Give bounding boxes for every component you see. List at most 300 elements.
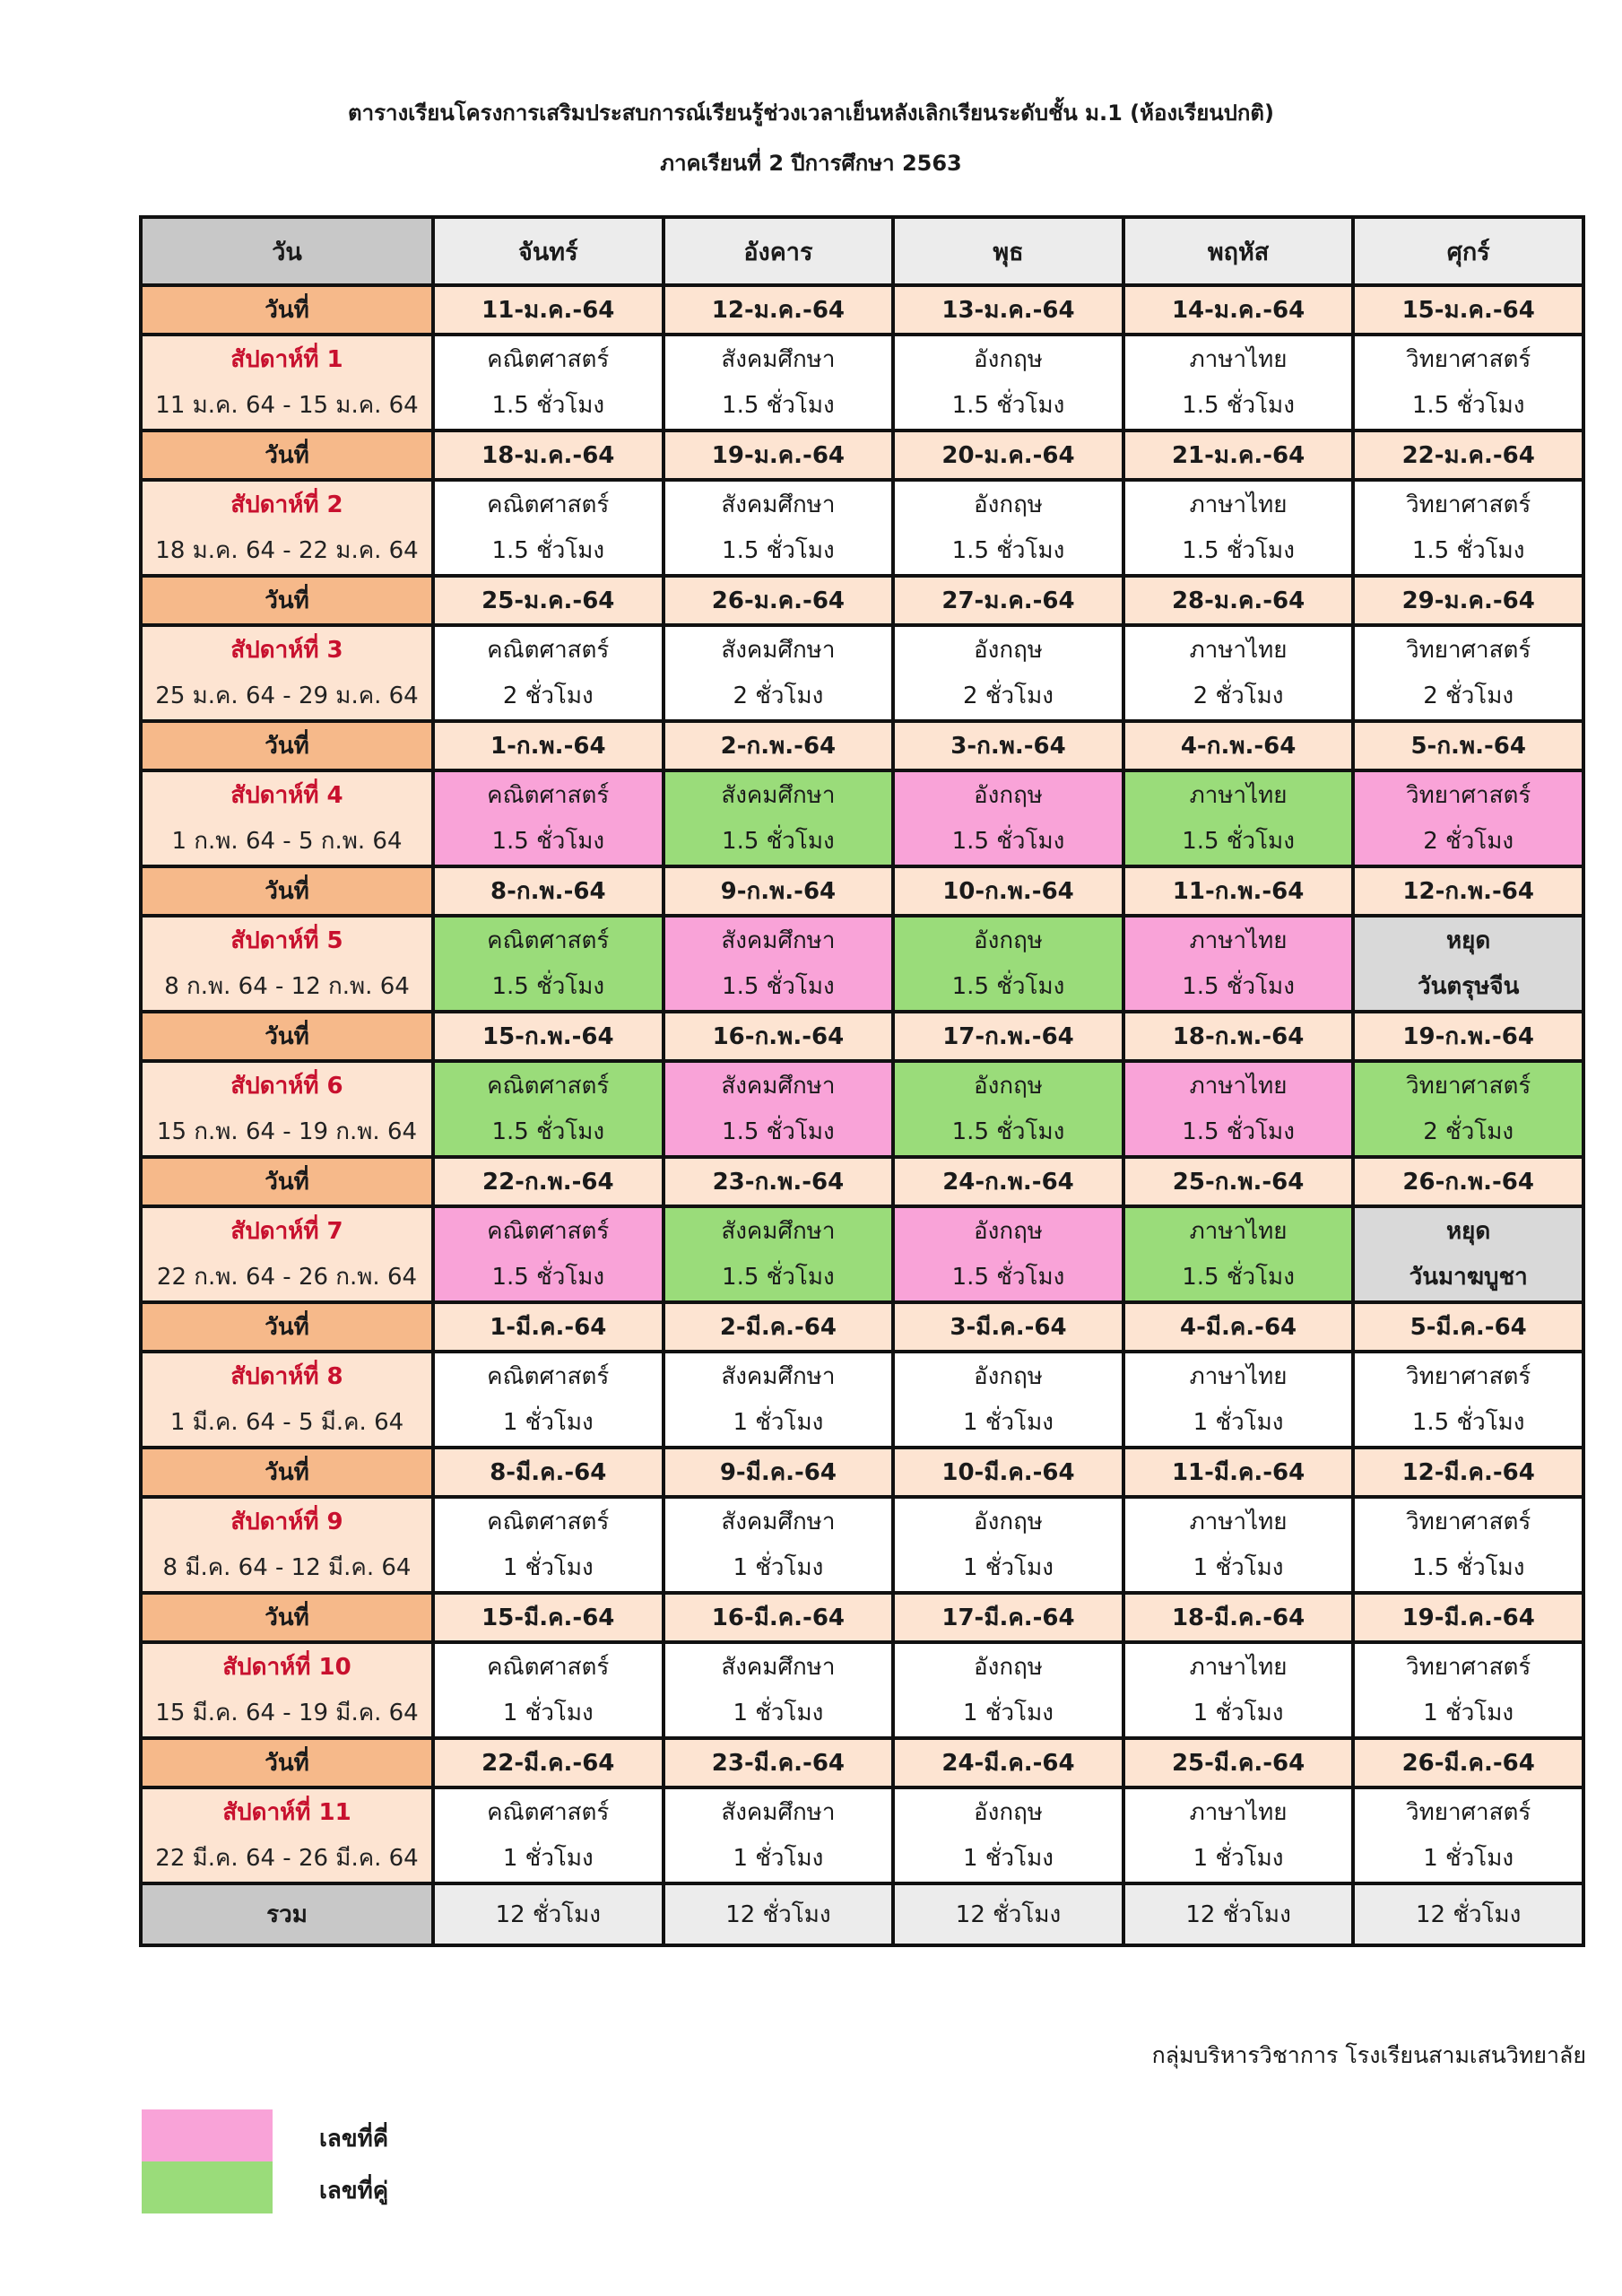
subject-cell	[1123, 1642, 1354, 1738]
date-row	[141, 866, 1583, 916]
subject-name: สังคมศึกษา	[721, 345, 836, 373]
subject-cell	[433, 1206, 664, 1302]
date-cell: 14-ม.ค.-64	[1123, 285, 1354, 335]
subject-cell	[893, 625, 1123, 721]
subject-hours: 1.5 ชั่วโมง	[491, 391, 605, 419]
week-label: สัปดาห์ที่ 11	[222, 1798, 351, 1826]
subject-name: อังกฤษ	[974, 1508, 1043, 1535]
subject-hours: 2 ชั่วโมง	[1193, 682, 1284, 709]
date-cell: 26-มี.ค.-64	[1353, 1738, 1583, 1787]
subject-cell	[1123, 1787, 1354, 1883]
date-cell: 25-ก.พ.-64	[1123, 1157, 1354, 1206]
subject-hours: 2 ชั่วโมง	[963, 682, 1054, 709]
subject-hours: 1 ชั่วโมง	[1423, 1699, 1514, 1726]
date-cell: 4-ก.พ.-64	[1123, 721, 1354, 770]
legend-swatch-even	[142, 2161, 273, 2213]
subject-name: อังกฤษ	[974, 781, 1043, 809]
subject-cell	[1123, 1497, 1354, 1593]
date-cell: 15-ม.ค.-64	[1353, 285, 1583, 335]
header-day: จันทร์	[433, 217, 664, 285]
date-label: วันที่	[141, 576, 433, 625]
subject-cell	[1353, 1497, 1583, 1593]
week-range: 22 ก.พ. 64 - 26 ก.พ. 64	[156, 1263, 418, 1291]
subject-name: อังกฤษ	[974, 636, 1043, 664]
date-cell: 3-ก.พ.-64	[893, 721, 1123, 770]
subject-name: วิทยาศาสตร์	[1405, 1508, 1531, 1535]
week-label-cell	[141, 1352, 433, 1448]
subject-name: ภาษาไทย	[1189, 1362, 1288, 1390]
subject-name: คณิตศาสตร์	[487, 781, 610, 809]
page-subtitle: ภาคเรียนที่ 2 ปีการศึกษา 2563	[660, 151, 962, 176]
subject-name: คณิตศาสตร์	[487, 636, 610, 664]
subject-name: คณิตศาสตร์	[487, 491, 610, 518]
date-row	[141, 721, 1583, 770]
subject-hours: 1 ชั่วโมง	[502, 1553, 594, 1581]
week-row	[141, 1352, 1583, 1448]
subject-hours: 2 ชั่วโมง	[502, 682, 594, 709]
subject-name: สังคมศึกษา	[721, 1653, 836, 1681]
subject-cell	[1123, 1206, 1354, 1302]
date-row	[141, 430, 1583, 480]
subject-cell	[893, 480, 1123, 576]
subject-hours: 1.5 ชั่วโมง	[1182, 1118, 1295, 1145]
date-cell: 25-ม.ค.-64	[433, 576, 664, 625]
subject-name: อังกฤษ	[974, 491, 1043, 518]
subject-cell	[893, 1061, 1123, 1157]
subject-cell	[893, 916, 1123, 1012]
date-cell: 25-มี.ค.-64	[1123, 1738, 1354, 1787]
footer-department: กลุ่มบริหารวิชาการ โรงเรียนสามเสนวิทยาลัย	[1151, 2042, 1586, 2068]
subject-hours: 1 ชั่วโมง	[963, 1408, 1054, 1436]
week-label: สัปดาห์ที่ 9	[230, 1508, 343, 1535]
date-cell: 26-ม.ค.-64	[664, 576, 894, 625]
subject-hours: 1.5 ชั่วโมง	[1182, 391, 1295, 419]
week-range: 8 ก.พ. 64 - 12 ก.พ. 64	[164, 972, 410, 1000]
subject-cell	[433, 1352, 664, 1448]
subject-name: ภาษาไทย	[1189, 1798, 1288, 1826]
subject-name: คณิตศาสตร์	[487, 926, 610, 954]
subject-hours: 1 ชั่วโมง	[502, 1408, 594, 1436]
schedule-table	[139, 215, 1585, 1947]
subject-hours: 1 ชั่วโมง	[1193, 1844, 1284, 1872]
holiday-cell	[1353, 916, 1583, 1012]
subject-cell	[664, 1061, 894, 1157]
subject-name: สังคมศึกษา	[721, 491, 836, 518]
date-cell: 15-ก.พ.-64	[433, 1012, 664, 1061]
subject-cell	[433, 770, 664, 866]
date-cell: 13-ม.ค.-64	[893, 285, 1123, 335]
subject-cell	[664, 1206, 894, 1302]
week-row	[141, 480, 1583, 576]
week-row	[141, 916, 1583, 1012]
subject-name: หยุด	[1446, 926, 1491, 954]
subject-hours: 1 ชั่วโมง	[1193, 1553, 1284, 1581]
week-label: สัปดาห์ที่ 2	[230, 491, 343, 518]
week-row	[141, 1061, 1583, 1157]
subject-name: สังคมศึกษา	[721, 781, 836, 809]
total-row	[141, 1883, 1583, 1945]
subject-cell	[1123, 916, 1354, 1012]
subject-cell	[664, 335, 894, 430]
subject-name: วิทยาศาสตร์	[1405, 345, 1531, 373]
subject-hours: 1.5 ชั่วโมง	[491, 972, 605, 1000]
date-cell: 23-มี.ค.-64	[664, 1738, 894, 1787]
header-day: พุธ	[893, 217, 1123, 285]
subject-name: ภาษาไทย	[1189, 1072, 1288, 1100]
subject-name: วิทยาศาสตร์	[1405, 1798, 1531, 1826]
subject-cell	[893, 1206, 1123, 1302]
date-cell: 2-ก.พ.-64	[664, 721, 894, 770]
subject-hours: 1.5 ชั่วโมง	[1411, 1553, 1525, 1581]
schedule-body	[141, 217, 1583, 1945]
date-row	[141, 1448, 1583, 1497]
week-row	[141, 1497, 1583, 1593]
date-cell: 18-ม.ค.-64	[433, 430, 664, 480]
date-cell: 18-ก.พ.-64	[1123, 1012, 1354, 1061]
date-row	[141, 1157, 1583, 1206]
subject-cell	[893, 770, 1123, 866]
week-label-cell	[141, 1206, 433, 1302]
subject-hours: 1.5 ชั่วโมง	[951, 391, 1065, 419]
week-label: สัปดาห์ที่ 1	[230, 345, 343, 373]
week-row	[141, 1642, 1583, 1738]
page-title: ตารางเรียนโครงการเสริมประสบการณ์เรียนรู้ช่วงเวลาเย็นหลังเลิกเรียนระดับชั้น ม.1 (ห้องเรียนปกติ)	[348, 100, 1274, 126]
total-cell: 12 ชั่วโมง	[1123, 1883, 1354, 1945]
subject-cell	[1123, 1352, 1354, 1448]
week-label: สัปดาห์ที่ 3	[230, 636, 343, 664]
week-label: สัปดาห์ที่ 5	[230, 926, 343, 954]
date-cell: 2-มี.ค.-64	[664, 1302, 894, 1352]
week-label-cell	[141, 480, 433, 576]
subject-cell	[1353, 625, 1583, 721]
date-cell: 24-มี.ค.-64	[893, 1738, 1123, 1787]
subject-hours: 1 ชั่วโมง	[963, 1699, 1054, 1726]
date-cell: 12-ม.ค.-64	[664, 285, 894, 335]
subject-cell	[1353, 1642, 1583, 1738]
subject-cell	[664, 770, 894, 866]
date-cell: 24-ก.พ.-64	[893, 1157, 1123, 1206]
subject-hours: 1.5 ชั่วโมง	[1182, 536, 1295, 564]
subject-hours: 1.5 ชั่วโมง	[722, 827, 835, 855]
date-cell: 10-ก.พ.-64	[893, 866, 1123, 916]
subject-hours: 1.5 ชั่วโมง	[1411, 1408, 1525, 1436]
date-cell: 5-ก.พ.-64	[1353, 721, 1583, 770]
week-range: 1 ก.พ. 64 - 5 ก.พ. 64	[171, 827, 403, 855]
subject-cell	[893, 1352, 1123, 1448]
subject-hours: 1 ชั่วโมง	[963, 1553, 1054, 1581]
date-cell: 18-มี.ค.-64	[1123, 1593, 1354, 1642]
date-cell: 16-ก.พ.-64	[664, 1012, 894, 1061]
subject-hours: 1.5 ชั่วโมง	[1182, 1263, 1295, 1291]
week-range: 15 ก.พ. 64 - 19 ก.พ. 64	[156, 1118, 418, 1145]
week-row	[141, 1206, 1583, 1302]
date-cell: 21-ม.ค.-64	[1123, 430, 1354, 480]
week-label-cell	[141, 916, 433, 1012]
week-label-cell	[141, 770, 433, 866]
date-cell: 19-ก.พ.-64	[1353, 1012, 1583, 1061]
subject-cell	[664, 1352, 894, 1448]
date-label: วันที่	[141, 1448, 433, 1497]
date-label: วันที่	[141, 721, 433, 770]
week-range: 1 มี.ค. 64 - 5 มี.ค. 64	[169, 1408, 404, 1436]
subject-cell	[893, 335, 1123, 430]
subject-name: สังคมศึกษา	[721, 636, 836, 664]
date-cell: 22-มี.ค.-64	[433, 1738, 664, 1787]
subject-hours: วันมาฆบูชา	[1409, 1263, 1528, 1291]
date-cell: 3-มี.ค.-64	[893, 1302, 1123, 1352]
subject-hours: 1.5 ชั่วโมง	[722, 391, 835, 419]
subject-name: สังคมศึกษา	[721, 1508, 836, 1535]
week-label-cell	[141, 335, 433, 430]
subject-hours: 1.5 ชั่วโมง	[722, 536, 835, 564]
date-cell: 22-ก.พ.-64	[433, 1157, 664, 1206]
subject-hours: 1 ชั่วโมง	[733, 1699, 824, 1726]
subject-hours: 1 ชั่วโมง	[733, 1408, 824, 1436]
date-cell: 11-ก.พ.-64	[1123, 866, 1354, 916]
legend-label-even: เลขที่คู่	[319, 2178, 389, 2205]
subject-name: ภาษาไทย	[1189, 1508, 1288, 1535]
subject-cell	[1353, 770, 1583, 866]
subject-name: ภาษาไทย	[1189, 345, 1288, 373]
week-range: 15 มี.ค. 64 - 19 มี.ค. 64	[155, 1699, 419, 1726]
subject-hours: 1 ชั่วโมง	[1193, 1408, 1284, 1436]
subject-cell	[433, 480, 664, 576]
date-cell: 26-ก.พ.-64	[1353, 1157, 1583, 1206]
subject-hours: 1.5 ชั่วโมง	[1411, 536, 1525, 564]
subject-name: หยุด	[1446, 1217, 1491, 1245]
subject-hours: 1 ชั่วโมง	[502, 1699, 594, 1726]
total-cell: 12 ชั่วโมง	[664, 1883, 894, 1945]
subject-name: วิทยาศาสตร์	[1405, 1653, 1531, 1681]
subject-hours: 1.5 ชั่วโมง	[722, 1263, 835, 1291]
subject-hours: 1.5 ชั่วโมง	[491, 536, 605, 564]
subject-hours: 1.5 ชั่วโมง	[491, 827, 605, 855]
date-cell: 4-มี.ค.-64	[1123, 1302, 1354, 1352]
subject-name: อังกฤษ	[974, 1217, 1043, 1245]
subject-cell	[1353, 1352, 1583, 1448]
date-cell: 20-ม.ค.-64	[893, 430, 1123, 480]
week-row	[141, 335, 1583, 430]
subject-name: ภาษาไทย	[1189, 636, 1288, 664]
date-cell: 16-มี.ค.-64	[664, 1593, 894, 1642]
subject-hours: 1.5 ชั่วโมง	[951, 827, 1065, 855]
week-row	[141, 770, 1583, 866]
legend-swatch-odd	[142, 2109, 273, 2161]
subject-cell	[1123, 480, 1354, 576]
date-cell: 22-ม.ค.-64	[1353, 430, 1583, 480]
week-row	[141, 625, 1583, 721]
date-row	[141, 1738, 1583, 1787]
subject-name: สังคมศึกษา	[721, 1217, 836, 1245]
date-cell: 10-มี.ค.-64	[893, 1448, 1123, 1497]
subject-hours: 1 ชั่วโมง	[963, 1844, 1054, 1872]
date-label: วันที่	[141, 866, 433, 916]
date-label: วันที่	[141, 1738, 433, 1787]
date-label: วันที่	[141, 1157, 433, 1206]
subject-cell	[1123, 625, 1354, 721]
date-label: วันที่	[141, 430, 433, 480]
week-label-cell	[141, 1497, 433, 1593]
total-cell: 12 ชั่วโมง	[433, 1883, 664, 1945]
date-cell: 5-มี.ค.-64	[1353, 1302, 1583, 1352]
week-label-cell	[141, 1642, 433, 1738]
week-range: 18 ม.ค. 64 - 22 ม.ค. 64	[155, 536, 419, 564]
subject-hours: 1.5 ชั่วโมง	[1182, 827, 1295, 855]
date-label: วันที่	[141, 285, 433, 335]
subject-hours: 2 ชั่วโมง	[1423, 1118, 1514, 1145]
subject-cell	[433, 1061, 664, 1157]
subject-hours: 1.5 ชั่วโมง	[491, 1263, 605, 1291]
subject-name: วิทยาศาสตร์	[1405, 1362, 1531, 1390]
date-cell: 1-ก.พ.-64	[433, 721, 664, 770]
total-label: รวม	[141, 1883, 433, 1945]
header-corner: วัน	[141, 217, 433, 285]
date-cell: 19-ม.ค.-64	[664, 430, 894, 480]
week-range: 22 มี.ค. 64 - 26 มี.ค. 64	[155, 1844, 419, 1872]
subject-name: คณิตศาสตร์	[487, 345, 610, 373]
date-cell: 12-มี.ค.-64	[1353, 1448, 1583, 1497]
date-cell: 17-ก.พ.-64	[893, 1012, 1123, 1061]
subject-cell	[664, 1497, 894, 1593]
subject-hours: 1.5 ชั่วโมง	[722, 972, 835, 1000]
subject-hours: 1.5 ชั่วโมง	[1411, 391, 1525, 419]
date-cell: 1-มี.ค.-64	[433, 1302, 664, 1352]
date-cell: 17-มี.ค.-64	[893, 1593, 1123, 1642]
subject-cell	[1123, 1061, 1354, 1157]
subject-name: อังกฤษ	[974, 1362, 1043, 1390]
subject-cell	[664, 1787, 894, 1883]
subject-hours: 1.5 ชั่วโมง	[951, 972, 1065, 1000]
subject-name: คณิตศาสตร์	[487, 1653, 610, 1681]
date-cell: 23-ก.พ.-64	[664, 1157, 894, 1206]
subject-hours: 1 ชั่วโมง	[502, 1844, 594, 1872]
date-row	[141, 576, 1583, 625]
week-range: 8 มี.ค. 64 - 12 มี.ค. 64	[162, 1553, 412, 1581]
date-cell: 28-ม.ค.-64	[1123, 576, 1354, 625]
subject-name: อังกฤษ	[974, 926, 1043, 954]
subject-hours: 1.5 ชั่วโมง	[491, 1118, 605, 1145]
subject-cell	[893, 1497, 1123, 1593]
subject-name: สังคมศึกษา	[721, 1362, 836, 1390]
week-label: สัปดาห์ที่ 6	[230, 1072, 343, 1100]
subject-hours: 1 ชั่วโมง	[733, 1844, 824, 1872]
date-cell: 8-ก.พ.-64	[433, 866, 664, 916]
week-range: 11 ม.ค. 64 - 15 ม.ค. 64	[155, 391, 419, 419]
subject-hours: 2 ชั่วโมง	[1423, 827, 1514, 855]
date-cell: 19-มี.ค.-64	[1353, 1593, 1583, 1642]
date-cell: 9-ก.พ.-64	[664, 866, 894, 916]
subject-hours: 1.5 ชั่วโมง	[951, 1263, 1065, 1291]
subject-hours: 1.5 ชั่วโมง	[722, 1118, 835, 1145]
subject-name: อังกฤษ	[974, 1653, 1043, 1681]
subject-cell	[433, 335, 664, 430]
date-label: วันที่	[141, 1012, 433, 1061]
subject-cell	[1353, 1061, 1583, 1157]
subject-cell	[1123, 335, 1354, 430]
subject-name: คณิตศาสตร์	[487, 1217, 610, 1245]
subject-name: อังกฤษ	[974, 345, 1043, 373]
week-label: สัปดาห์ที่ 4	[230, 781, 343, 809]
date-cell: 15-มี.ค.-64	[433, 1593, 664, 1642]
subject-cell	[1123, 770, 1354, 866]
subject-name: คณิตศาสตร์	[487, 1508, 610, 1535]
date-cell: 29-ม.ค.-64	[1353, 576, 1583, 625]
subject-hours: 1 ชั่วโมง	[1193, 1699, 1284, 1726]
date-cell: 12-ก.พ.-64	[1353, 866, 1583, 916]
subject-cell	[433, 1642, 664, 1738]
subject-name: คณิตศาสตร์	[487, 1072, 610, 1100]
week-label: สัปดาห์ที่ 10	[222, 1653, 351, 1681]
subject-name: อังกฤษ	[974, 1072, 1043, 1100]
subject-cell	[433, 916, 664, 1012]
header-day: อังคาร	[664, 217, 894, 285]
week-label-cell	[141, 1061, 433, 1157]
week-range: 25 ม.ค. 64 - 29 ม.ค. 64	[155, 682, 419, 709]
holiday-cell	[1353, 1206, 1583, 1302]
subject-cell	[664, 916, 894, 1012]
date-label: วันที่	[141, 1593, 433, 1642]
subject-name: สังคมศึกษา	[721, 1072, 836, 1100]
subject-cell	[1353, 335, 1583, 430]
subject-cell	[893, 1642, 1123, 1738]
header-day: พฤหัส	[1123, 217, 1354, 285]
subject-cell	[433, 1497, 664, 1593]
date-row	[141, 1302, 1583, 1352]
subject-cell	[893, 1787, 1123, 1883]
subject-hours: 2 ชั่วโมง	[733, 682, 824, 709]
subject-cell	[664, 480, 894, 576]
subject-name: คณิตศาสตร์	[487, 1798, 610, 1826]
total-cell: 12 ชั่วโมง	[1353, 1883, 1583, 1945]
subject-hours: 2 ชั่วโมง	[1423, 682, 1514, 709]
date-cell: 11-ม.ค.-64	[433, 285, 664, 335]
subject-cell	[664, 1642, 894, 1738]
date-cell: 8-มี.ค.-64	[433, 1448, 664, 1497]
legend-label-odd: เลขที่คี่	[319, 2126, 389, 2152]
subject-cell	[664, 625, 894, 721]
date-row	[141, 285, 1583, 335]
subject-name: วิทยาศาสตร์	[1405, 1072, 1531, 1100]
subject-name: ภาษาไทย	[1189, 1217, 1288, 1245]
subject-hours: 1.5 ชั่วโมง	[951, 1118, 1065, 1145]
subject-hours: 1.5 ชั่วโมง	[1182, 972, 1295, 1000]
header-row	[141, 217, 1583, 285]
subject-name: ภาษาไทย	[1189, 781, 1288, 809]
subject-hours: 1 ชั่วโมง	[1423, 1844, 1514, 1872]
subject-name: สังคมศึกษา	[721, 1798, 836, 1826]
subject-cell	[1353, 1787, 1583, 1883]
subject-name: วิทยาศาสตร์	[1405, 636, 1531, 664]
week-label-cell	[141, 1787, 433, 1883]
subject-hours: 1.5 ชั่วโมง	[951, 536, 1065, 564]
subject-cell	[433, 1787, 664, 1883]
subject-name: วิทยาศาสตร์	[1405, 781, 1531, 809]
subject-name: ภาษาไทย	[1189, 491, 1288, 518]
subject-hours: วันตรุษจีน	[1418, 972, 1520, 1000]
subject-hours: 1 ชั่วโมง	[733, 1553, 824, 1581]
date-cell: 27-ม.ค.-64	[893, 576, 1123, 625]
week-label: สัปดาห์ที่ 7	[230, 1217, 343, 1245]
date-label: วันที่	[141, 1302, 433, 1352]
subject-name: สังคมศึกษา	[721, 926, 836, 954]
date-row	[141, 1012, 1583, 1061]
subject-name: คณิตศาสตร์	[487, 1362, 610, 1390]
week-label-cell	[141, 625, 433, 721]
week-label: สัปดาห์ที่ 8	[230, 1362, 343, 1390]
week-row	[141, 1787, 1583, 1883]
header-day: ศุกร์	[1353, 217, 1583, 285]
subject-name: ภาษาไทย	[1189, 926, 1288, 954]
